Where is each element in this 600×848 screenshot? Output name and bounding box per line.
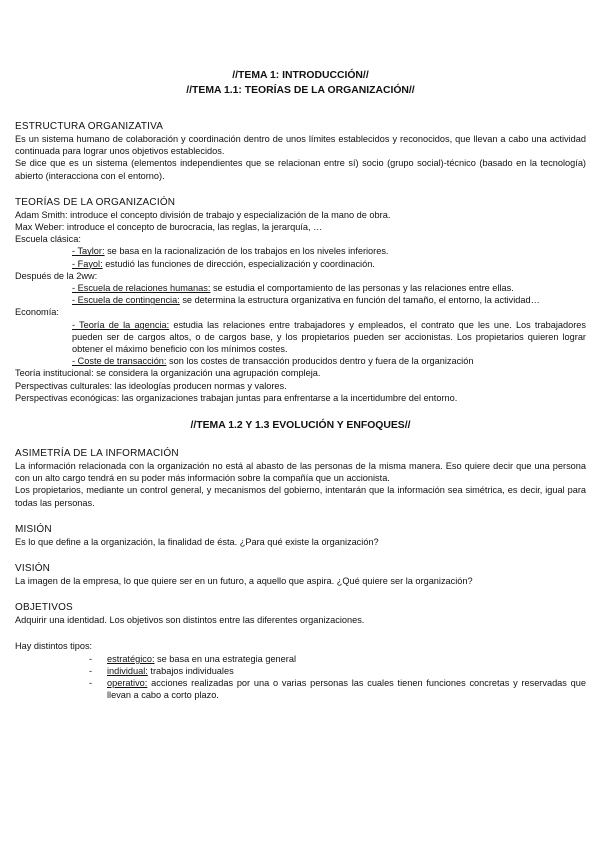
list-item: [15, 653, 586, 665]
heading-vision: VISIÓN: [15, 563, 51, 575]
estructura-paragraph-2: Se dice que es un sistema (elementos independientes que se relacionan entre sí) socio (grupo social)-técnico (basado en la tecnología) abierto (interacciona con el entorno).: [15, 158, 586, 181]
list-item: [15, 665, 586, 677]
relaciones-item: [72, 282, 586, 294]
fayol-label: - Fayol:: [72, 258, 103, 269]
section-teorias: [15, 196, 586, 404]
coste-item: [72, 355, 586, 367]
objetivos-paragraph: Adquirir una identidad. Los objetivos son distintos entre las diferentes organizaciones.: [15, 615, 365, 626]
tipo-text: se basa en una estrategia general: [154, 653, 296, 664]
section-vision: [15, 562, 586, 587]
coste-label: - Coste de transacción:: [72, 356, 167, 367]
economia-label: Economía:: [15, 307, 59, 318]
heading-asimetria: ASIMETRÍA DE LA INFORMACIÓN: [15, 448, 179, 460]
objetivos-tipos-label: Hay distintos tipos:: [15, 641, 93, 652]
section-asimetria: [15, 447, 586, 509]
tipo-text: trabajos individuales: [147, 665, 234, 676]
dash-bullet: -: [89, 678, 93, 689]
teoria-institucional: Teoría institucional: se considera la organización una agrupación compleja.: [15, 368, 321, 379]
heading-estructura: ESTRUCTURA ORGANIZATIVA: [15, 121, 164, 132]
agencia-text: estudia las relaciones entre trabajadores y empleados, el contrato que les une. Los trabajadores pueden ser de cargos altos, o de cargos base, y los propietarios pueden ser accionistas. Los propietarios quieren lograr obtener el máximo beneficio con los mínimos costes.: [72, 319, 586, 355]
title-tema-1: //TEMA 1: INTRODUCCIÓN//: [232, 70, 369, 81]
mision-paragraph: Es lo que define a la organización, la finalidad de ésta. ¿Para qué existe la organización?: [15, 536, 379, 547]
title-tema-1-1: //TEMA 1.1: TEORÍAS DE LA ORGANIZACIÓN//: [186, 85, 415, 96]
teoria-weber: Max Weber: introduce el concepto de burocracia, las reglas, la jerarquía, …: [15, 222, 323, 233]
list-item: [15, 677, 586, 701]
heading-mision: MISIÓN: [15, 523, 52, 535]
section-objetivos: [15, 601, 586, 701]
fayol-item: [72, 258, 586, 270]
tipo-label: individual:: [107, 665, 148, 676]
economia-list: [15, 319, 586, 368]
asimetria-paragraph-2: Los propietarios, mediante un control general, y mecanismos del gobierno, intentarán que la información sea simétrica, es decir, igual para todas las personas.: [15, 485, 586, 508]
coste-text: son los costes de transacción producidos dentro y fuera de la organización: [166, 356, 474, 367]
perspectivas-economicas: Perspectivas econógicas: las organizaciones trabajan juntas para enfrentarse a la incertidumbre del entorno.: [15, 392, 458, 403]
fayol-text: estudió las funciones de dirección, especialización y coordinación.: [102, 258, 375, 269]
agencia-label: - Teoría de la agencia:: [72, 319, 170, 330]
title-tema-1-2: //TEMA 1.2 Y 1.3 EVOLUCIÓN Y ENFOQUES//: [190, 420, 411, 432]
tipo-label: operativo:: [107, 678, 148, 689]
vision-paragraph: La imagen de la empresa, lo que quiere ser en un futuro, a aquello que aspira. ¿Qué quiere ser la organización?: [15, 576, 473, 587]
perspectivas-culturales: Perspectivas culturales: las ideologías producen normas y valores.: [15, 380, 287, 391]
document-page: [15, 68, 586, 702]
despues-2ww-label: Después de la 2ww:: [15, 270, 98, 281]
contingencia-text: se determina la estructura organizativa en función del tamaño, el entorno, la actividad…: [179, 295, 540, 306]
dash-bullet: -: [89, 653, 93, 664]
asimetria-paragraph-1: La información relacionada con la organización no está al abasto de las personas de la misma manera. Eso quiere decir que una persona con un alto cargo tendrá en su poder más información sobre la compañía que un accionista.: [15, 461, 586, 484]
agencia-item: [72, 319, 586, 356]
tipo-label: estratégico:: [107, 653, 155, 664]
relaciones-text: se estudia el comportamiento de las personas y las relaciones entre ellas.: [210, 283, 514, 294]
despues-2ww-list: [15, 282, 586, 306]
section-estructura: [15, 120, 586, 182]
contingencia-label: - Escuela de contingencia:: [72, 295, 180, 306]
section-mision: [15, 523, 586, 548]
tipo-text: acciones realizadas por una o varias personas las cuales tienen funciones concretas y reservadas que llevan a cabo a corto plazo.: [107, 678, 586, 701]
escuela-clasica-list: [15, 245, 586, 269]
relaciones-label: - Escuela de relaciones humanas:: [72, 283, 211, 294]
taylor-label: - Taylor:: [72, 246, 105, 257]
taylor-text: se basa en la racionalización de los trabajos en los niveles inferiores.: [104, 246, 389, 257]
taylor-item: [72, 245, 586, 257]
heading-teorias: TEORÍAS DE LA ORGANIZACIÓN: [15, 196, 176, 208]
estructura-paragraph-1: Es un sistema humano de colaboración y coordinación dentro de unos límites establecidos y reconocidos, que llevan a cabo una actividad continuada para lograr unos objetivos establecidos.: [15, 134, 586, 157]
objetivos-tipos-list: [15, 653, 586, 702]
escuela-clasica-label: Escuela clásica:: [15, 234, 81, 245]
contingencia-item: [72, 294, 586, 306]
dash-bullet: -: [89, 665, 93, 676]
heading-objetivos: OBJETIVOS: [15, 602, 73, 614]
teoria-smith: Adam Smith: introduce el concepto división de trabajo y especialización de la mano de obra.: [15, 209, 391, 220]
